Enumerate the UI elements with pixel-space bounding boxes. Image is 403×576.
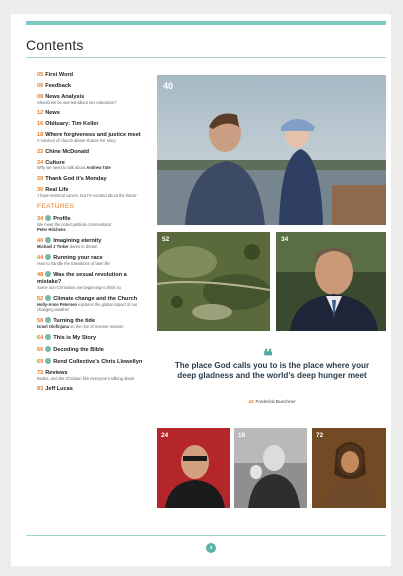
toc-page-number: 18	[37, 132, 44, 139]
title-divider	[26, 57, 386, 58]
toc-entry[interactable]	[37, 237, 149, 250]
toc-entry-heading	[37, 121, 149, 127]
photo-father-and-child[interactable]	[157, 75, 386, 225]
toc-entry-text: Should we be worried about sex education?	[37, 99, 117, 105]
toc-entry-text: We meet the noted political commentator	[37, 221, 112, 227]
toc-page-number: 52	[37, 295, 44, 302]
page-ref: 72	[316, 432, 324, 439]
toc-entry-heading	[37, 72, 149, 78]
toc-page-number: 16	[37, 121, 44, 128]
toc-entry-title: Profile	[53, 215, 71, 222]
photo-film-still[interactable]	[312, 428, 386, 508]
photo-peter-hitchens[interactable]	[276, 232, 386, 331]
features-heading: FEATURES	[37, 202, 75, 210]
toc-list-bottom	[37, 370, 149, 393]
toc-entry-title: Feedback	[45, 83, 72, 90]
toc-entry-title: Running your race	[53, 255, 103, 262]
toc-entry-person: Israel Olofinjana	[37, 323, 69, 329]
table-of-contents	[37, 72, 149, 397]
page-ref: 34	[281, 236, 289, 243]
page-ref: 52	[162, 236, 170, 243]
toc-entry-heading	[37, 176, 149, 182]
feature-dot-icon	[45, 334, 51, 340]
quote-author: Frederick Buechner	[255, 399, 296, 404]
toc-entry-description	[37, 139, 149, 144]
toc-entry-text: Why we need to talk about	[37, 165, 87, 171]
bottom-divider	[26, 535, 386, 536]
toc-entry[interactable]	[37, 271, 149, 290]
feature-dot-icon	[45, 358, 51, 364]
feature-dot-icon	[45, 237, 51, 243]
toc-entry[interactable]	[37, 295, 149, 312]
toc-entry-description	[37, 101, 149, 106]
toc-entry[interactable]	[37, 72, 149, 78]
toc-page-number: 40	[37, 237, 44, 244]
toc-entry-heading	[37, 386, 149, 392]
toc-entry-description	[37, 166, 149, 171]
toc-entry[interactable]	[37, 346, 149, 353]
page-ref: 40	[163, 81, 174, 91]
toc-entry-title: Where forgiveness and justice meet	[45, 132, 141, 139]
toc-entry-title: Jeff Lucas	[45, 386, 73, 393]
toc-entry-title: Reviews	[45, 370, 68, 377]
toc-entry-text: How to handle the transitions of later life	[37, 261, 110, 267]
toc-entry-heading	[37, 334, 149, 341]
toc-entry-description	[37, 194, 149, 199]
toc-entry-description	[37, 325, 149, 330]
feature-dot-icon	[45, 346, 51, 352]
toc-entry-heading	[37, 83, 149, 89]
page-title: Contents	[26, 37, 84, 53]
toc-entry[interactable]	[37, 132, 149, 144]
toc-entry[interactable]	[37, 317, 149, 330]
quote-page-ref: 44	[248, 399, 254, 404]
photo-aerial-landscape[interactable]	[157, 232, 270, 331]
photo-man-red-background[interactable]	[157, 428, 230, 508]
toc-entry-description	[37, 245, 149, 250]
toc-entry-description	[37, 262, 149, 267]
quote-icon: ❝	[263, 346, 273, 367]
toc-entry-description	[37, 303, 149, 312]
toc-entry-title: Turning the tide	[53, 317, 96, 324]
toc-entry-title: Imagining eternity	[53, 237, 102, 244]
toc-page-number: 06	[37, 83, 44, 90]
feature-dot-icon	[45, 271, 51, 277]
toc-entry-title: Climate change and the Church	[53, 295, 138, 302]
toc-entry-title: Real Life	[45, 186, 69, 193]
toc-entry-description	[37, 223, 149, 232]
photo-preacher-black-white[interactable]	[234, 428, 307, 508]
toc-page-number: 05	[37, 72, 44, 78]
toc-entry-person: Michael J Tinker	[37, 243, 69, 249]
toc-entry[interactable]	[37, 358, 149, 365]
toc-entry[interactable]	[37, 160, 149, 172]
pull-quote: The place God calls you to is the place where your deep gladness and the world’s deep hunger meet	[174, 361, 370, 381]
toc-entry-title: News	[45, 110, 60, 117]
toc-entry-title: Chine McDonald	[45, 148, 90, 155]
toc-entry-title: Thank God it’s Monday	[45, 175, 107, 182]
toc-entry-heading	[37, 110, 149, 116]
feature-dot-icon	[45, 295, 51, 301]
toc-entry[interactable]	[37, 254, 149, 267]
page-ref: 16	[238, 432, 246, 439]
toc-entry-text: A survivor of church abuse shares her story	[37, 138, 116, 144]
toc-entry-text: on the rise of reverse mission	[68, 323, 124, 329]
toc-page-number: 30	[37, 186, 44, 193]
toc-entry[interactable]	[37, 94, 149, 106]
toc-entry-heading	[37, 149, 149, 155]
toc-entry-title: Decoding the Bible	[53, 347, 104, 354]
toc-page-number: 48	[37, 272, 44, 279]
feature-dot-icon	[45, 254, 51, 260]
toc-entry-person: Peter Hitchens	[37, 226, 66, 232]
toc-entry[interactable]	[37, 121, 149, 127]
toc-entry[interactable]	[37, 334, 149, 341]
toc-page-number: 08	[37, 94, 44, 101]
toc-page-number: 66	[37, 347, 44, 354]
toc-page-number: 83	[37, 386, 44, 393]
toc-entry[interactable]	[37, 386, 149, 392]
toc-entry-person: Holly-Anne Petersen	[37, 301, 78, 307]
toc-entry[interactable]	[37, 370, 149, 382]
page-number: 3	[206, 543, 216, 553]
feature-dot-icon	[45, 317, 51, 323]
toc-entry-title: Rend Collective’s Chris Llewellyn	[53, 359, 143, 366]
toc-entry-person: Andrew Tate	[86, 165, 111, 171]
page-ref: 24	[161, 432, 169, 439]
toc-page-number: 24	[37, 159, 44, 166]
toc-entry[interactable]	[37, 83, 149, 89]
toc-entry-text: Some non-Christians are beginning to think so	[37, 284, 121, 290]
toc-page-number: 73	[37, 370, 44, 377]
toc-page-number: 34	[37, 215, 44, 222]
toc-entry-text: ‘I have terminal cancer, but I’m excited about the future’	[37, 192, 138, 198]
toc-page-number: 44	[37, 255, 44, 262]
toc-page-number: 64	[37, 335, 44, 342]
toc-entry-description	[37, 377, 149, 382]
feature-dot-icon	[45, 215, 51, 221]
toc-entry[interactable]	[37, 149, 149, 155]
toc-entry[interactable]	[37, 110, 149, 116]
quote-attribution	[166, 399, 378, 404]
toc-entry-title: This is My Story	[53, 335, 97, 342]
toc-entry-title: News Analysis	[45, 94, 85, 101]
toc-entry[interactable]	[37, 187, 149, 199]
toc-entry-heading	[37, 271, 149, 285]
toc-page-number: 58	[37, 317, 44, 324]
toc-page-number: 69	[37, 359, 44, 366]
toc-entry-title: Was the sexual revolution a mistake?	[37, 272, 127, 285]
toc-entry[interactable]	[37, 176, 149, 182]
toc-entry-text: Books, and the Christian film everyone’s talking about	[37, 376, 135, 382]
toc-list-top	[37, 72, 149, 198]
toc-entry-title: Obituary: Tim Keller	[45, 121, 99, 128]
toc-entry[interactable]	[37, 215, 149, 232]
toc-page-number: 23	[37, 148, 44, 155]
toc-entry-description	[37, 286, 149, 291]
toc-entry-text: explores the global impact of our changing weather	[37, 301, 138, 312]
toc-page-number: 12	[37, 110, 44, 117]
toc-page-number: 29	[37, 175, 44, 182]
toc-entry-title: Culture	[45, 159, 65, 166]
toc-entry-heading	[37, 346, 149, 353]
toc-entry-heading	[37, 358, 149, 365]
top-accent-bar	[26, 21, 386, 25]
toc-entry-text: dares to dream	[68, 243, 98, 249]
toc-entry-title: First Word	[45, 72, 74, 78]
toc-list-features	[37, 215, 149, 366]
